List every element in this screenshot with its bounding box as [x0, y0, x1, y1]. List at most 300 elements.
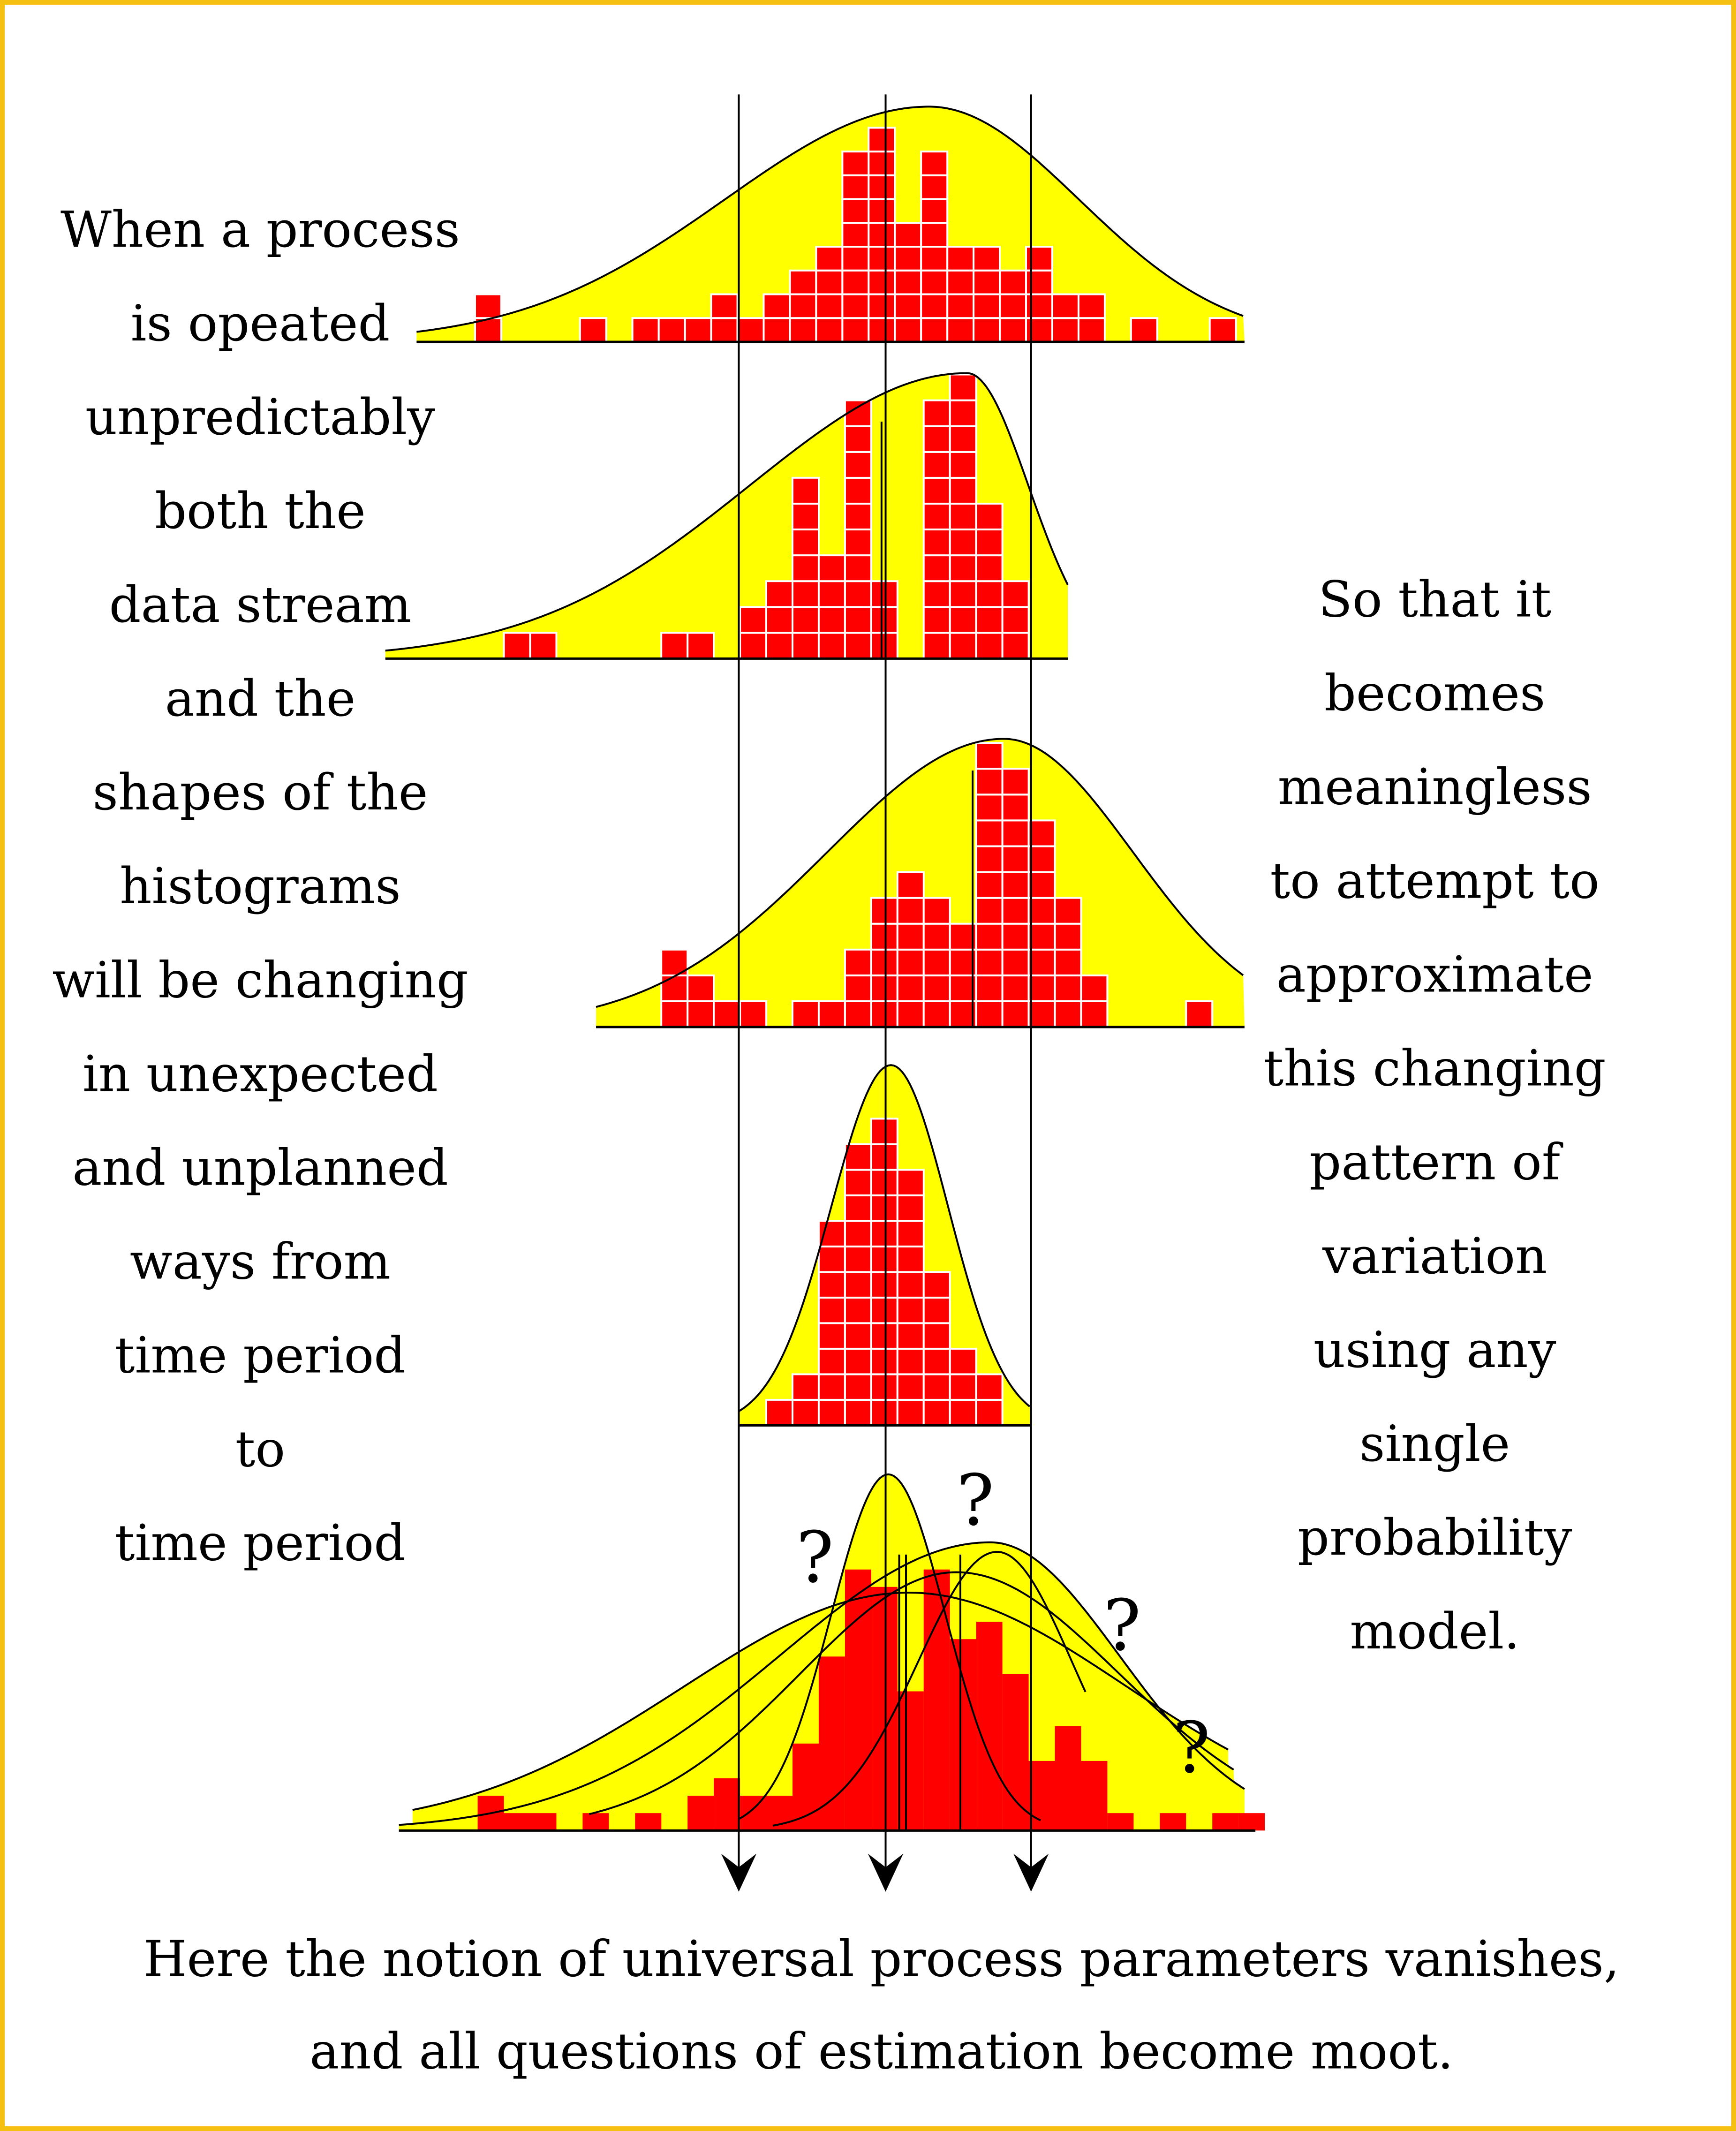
right-text-line: single	[1359, 1414, 1510, 1473]
bar-cell	[740, 633, 766, 658]
bar-cell	[921, 175, 947, 199]
bar-cell	[819, 1298, 845, 1323]
bar-cell	[842, 151, 868, 175]
bar-cell	[974, 318, 1000, 342]
bar-cell	[868, 318, 895, 342]
bar-cell	[530, 633, 557, 658]
bar-cell	[1003, 846, 1029, 872]
left-text-line: is opeated	[130, 295, 390, 352]
bar-cell	[842, 318, 868, 342]
bar-cell	[871, 581, 898, 607]
bar-cell	[687, 975, 714, 1001]
bar-cell	[921, 199, 947, 223]
bar-cell	[793, 1400, 819, 1426]
bar-cell	[868, 199, 895, 223]
bar-cell	[871, 898, 898, 924]
bar-cell	[871, 1170, 898, 1195]
bar-cell	[976, 504, 1003, 529]
bar-cell	[868, 175, 895, 199]
bar-cell	[793, 504, 819, 529]
bar	[635, 1813, 661, 1830]
bar-cell	[976, 581, 1003, 607]
bar-cell	[711, 318, 738, 342]
bar	[582, 1813, 609, 1830]
bar-cell	[1003, 872, 1029, 898]
bar-cell	[1055, 924, 1081, 950]
bar-cell	[976, 975, 1003, 1001]
bar-cell	[950, 504, 976, 529]
bar-cell	[895, 318, 921, 342]
bar-cell	[895, 223, 921, 247]
bar-cell	[766, 581, 793, 607]
left-text-line: ways from	[129, 1232, 391, 1291]
bar-cell	[845, 1170, 871, 1195]
bar-cell	[898, 975, 924, 1001]
bar-cell	[974, 295, 1000, 318]
bar	[1003, 1674, 1029, 1830]
bar-cell	[842, 199, 868, 223]
bar-cell	[1003, 950, 1029, 975]
right-text-line: becomes	[1324, 664, 1546, 722]
bar-cell	[845, 1323, 871, 1349]
bar-cell	[661, 975, 687, 1001]
left-text-line: both the	[155, 482, 366, 540]
bar-cell	[1029, 950, 1055, 975]
bar-cell	[924, 426, 950, 452]
bar-cell	[924, 633, 950, 658]
bar-cell	[845, 1195, 871, 1221]
left-text-line: and unplanned	[72, 1139, 448, 1197]
bar-cell	[842, 175, 868, 199]
bar	[1107, 1813, 1133, 1830]
bar-cell	[898, 950, 924, 975]
bar-cell	[1029, 924, 1055, 950]
bar-cell	[950, 452, 976, 478]
bar-cell	[924, 1298, 950, 1323]
bar-cell	[475, 295, 501, 318]
bar-cell	[976, 1400, 1003, 1426]
bar-cell	[950, 401, 976, 426]
bar-cell	[687, 1001, 714, 1027]
bar-cell	[871, 1374, 898, 1400]
bar-cell	[1000, 271, 1026, 295]
bar-cell	[845, 1400, 871, 1426]
bar-cell	[871, 950, 898, 975]
bar-cell	[924, 975, 950, 1001]
bar-cell	[898, 1349, 924, 1375]
bar-cell	[842, 247, 868, 271]
bar-cell	[924, 581, 950, 607]
bar-cell	[868, 271, 895, 295]
bar-cell	[871, 1118, 898, 1144]
bar-cell	[764, 295, 790, 318]
bar-cell	[868, 128, 895, 151]
bar-cell	[898, 898, 924, 924]
bar-cell	[816, 271, 842, 295]
bar-cell	[790, 271, 816, 295]
bar-cell	[766, 1400, 793, 1426]
question-mark: ?	[796, 1517, 834, 1599]
bar-cell	[819, 1247, 845, 1272]
bar-cell	[924, 898, 950, 924]
bar-cell	[871, 975, 898, 1001]
bar-cell	[1000, 295, 1026, 318]
bar	[793, 1744, 819, 1831]
bar-cell	[898, 1195, 924, 1221]
bar-cell	[845, 607, 871, 633]
bar-cell	[898, 1272, 924, 1298]
bar-cell	[819, 1001, 845, 1027]
bar-cell	[819, 555, 845, 581]
bar-cell	[976, 872, 1003, 898]
bar-cell	[921, 151, 947, 175]
bar-cell	[898, 1221, 924, 1247]
bar-cell	[924, 1374, 950, 1400]
bar-cell	[950, 529, 976, 555]
bar-cell	[924, 1349, 950, 1375]
bar	[898, 1692, 924, 1831]
bar-cell	[1210, 318, 1236, 342]
bar-cell	[1003, 581, 1029, 607]
left-text-line: to	[235, 1420, 286, 1478]
bar-cell	[1026, 318, 1052, 342]
bar-cell	[1029, 872, 1055, 898]
bar-cell	[685, 318, 711, 342]
right-text-line: pattern of	[1309, 1133, 1561, 1191]
question-mark: ?	[956, 1460, 995, 1542]
bar	[1238, 1813, 1265, 1830]
bar-cell	[738, 318, 764, 342]
bar-cell	[898, 924, 924, 950]
bar-cell	[871, 1001, 898, 1027]
bar-cell	[1026, 247, 1052, 271]
bar-cell	[974, 247, 1000, 271]
bar-cell	[924, 1400, 950, 1426]
bar-cell	[793, 555, 819, 581]
bar	[924, 1570, 950, 1831]
bar-cell	[976, 924, 1003, 950]
bar-cell	[924, 452, 950, 478]
bar-cell	[947, 295, 974, 318]
bar	[871, 1587, 898, 1831]
bar	[1212, 1813, 1238, 1830]
left-text-line: data stream	[109, 576, 412, 634]
bar-cell	[1003, 820, 1029, 846]
bar-cell	[790, 295, 816, 318]
bottom-text-line: Here the notion of universal process parameters vanishes,	[143, 1930, 1620, 1988]
bar-cell	[793, 1374, 819, 1400]
bar-cell	[764, 318, 790, 342]
bar-cell	[819, 1400, 845, 1426]
bar-cell	[714, 1001, 740, 1027]
left-text-line: and the	[165, 670, 356, 728]
bar-cell	[947, 318, 974, 342]
bar-cell	[950, 607, 976, 633]
bar-cell	[504, 633, 530, 658]
bar-cell	[950, 1349, 976, 1375]
bar-cell	[924, 478, 950, 504]
bar-cell	[1026, 271, 1052, 295]
bar-cell	[976, 820, 1003, 846]
bar-cell	[845, 633, 871, 658]
bar-cell	[816, 318, 842, 342]
left-text-line: When a process	[60, 201, 460, 258]
bar-cell	[871, 633, 898, 658]
bar-cell	[687, 633, 714, 658]
bar-cell	[1186, 1001, 1212, 1027]
bar-cell	[898, 1400, 924, 1426]
bar-cell	[1081, 975, 1107, 1001]
bar-cell	[819, 607, 845, 633]
bar-cell	[819, 581, 845, 607]
bar-cell	[871, 1400, 898, 1426]
bar-cell	[898, 1374, 924, 1400]
left-text-line: shapes of the	[92, 763, 428, 822]
bar-cell	[1000, 318, 1026, 342]
right-text-line: meaningless	[1277, 758, 1592, 816]
bar-cell	[1055, 898, 1081, 924]
bar-cell	[1055, 975, 1081, 1001]
bar-cell	[845, 504, 871, 529]
bar-cell	[661, 633, 687, 658]
bar-cell	[793, 1001, 819, 1027]
bar-cell	[819, 1374, 845, 1400]
left-text-line: unpredictably	[85, 388, 436, 446]
bar-cell	[895, 295, 921, 318]
bar-cell	[1003, 975, 1029, 1001]
bar-cell	[842, 223, 868, 247]
bar-cell	[633, 318, 659, 342]
bar-cell	[950, 1400, 976, 1426]
bar-cell	[924, 401, 950, 426]
bar-cell	[1003, 898, 1029, 924]
right-text-line: to attempt to	[1270, 852, 1600, 910]
bar-cell	[1003, 633, 1029, 658]
bar-cell	[947, 247, 974, 271]
bar-cell	[1029, 820, 1055, 846]
histogram-diagram	[5, 5, 1731, 2126]
bar-cell	[1029, 846, 1055, 872]
bar-cell	[895, 271, 921, 295]
bar-cell	[898, 1001, 924, 1027]
bar-cell	[819, 1221, 845, 1247]
bar-cell	[871, 1272, 898, 1298]
bar-cell	[895, 247, 921, 271]
bar-cell	[924, 1323, 950, 1349]
question-mark: ?	[1172, 1707, 1211, 1789]
bar-cell	[1026, 295, 1052, 318]
bar-cell	[950, 375, 976, 401]
bar-cell	[1055, 1001, 1081, 1027]
right-text-line: using any	[1313, 1321, 1556, 1379]
bar	[504, 1813, 530, 1830]
bar-cell	[871, 924, 898, 950]
bar	[530, 1813, 557, 1830]
bar-cell	[793, 633, 819, 658]
left-text-line: will be changing	[52, 951, 468, 1009]
bar	[1055, 1726, 1081, 1831]
bar-cell	[950, 426, 976, 452]
bar-cell	[868, 295, 895, 318]
bar-cell	[1003, 924, 1029, 950]
bar-cell	[661, 1001, 687, 1027]
bar-cell	[868, 223, 895, 247]
bar-cell	[1055, 950, 1081, 975]
bar-cell	[921, 318, 947, 342]
bar-cell	[924, 924, 950, 950]
bar-cell	[976, 794, 1003, 820]
bar-cell	[842, 271, 868, 295]
bar-cell	[976, 555, 1003, 581]
bar	[1029, 1761, 1055, 1830]
bar-cell	[816, 247, 842, 271]
bar-cell	[845, 1374, 871, 1400]
bar-cell	[921, 295, 947, 318]
bar-cell	[976, 607, 1003, 633]
bar-cell	[1029, 898, 1055, 924]
bar-cell	[950, 555, 976, 581]
right-text-line: model.	[1350, 1602, 1520, 1660]
right-text-line: variation	[1322, 1227, 1547, 1285]
bar-cell	[871, 1298, 898, 1323]
bar-cell	[950, 1374, 976, 1400]
bar-cell	[1003, 794, 1029, 820]
bar-cell	[845, 1001, 871, 1027]
bar-cell	[921, 247, 947, 271]
bar-cell	[976, 898, 1003, 924]
bar	[845, 1570, 871, 1831]
bar-cell	[1079, 318, 1105, 342]
bar-cell	[659, 318, 685, 342]
right-text-line: So that it	[1318, 570, 1552, 628]
bar-cell	[845, 950, 871, 975]
bar-cell	[924, 555, 950, 581]
bar-cell	[1029, 1001, 1055, 1027]
bar-cell	[845, 975, 871, 1001]
bar-cell	[871, 1349, 898, 1375]
left-text-line: histograms	[120, 857, 401, 915]
bar-cell	[793, 581, 819, 607]
bar-cell	[580, 318, 606, 342]
bar	[1081, 1761, 1107, 1830]
bar-cell	[976, 846, 1003, 872]
bar-cell	[868, 247, 895, 271]
bar-cell	[845, 555, 871, 581]
left-text-line: time period	[114, 1326, 406, 1384]
bar	[687, 1796, 714, 1830]
bar-cell	[1029, 975, 1055, 1001]
bar-cell	[790, 318, 816, 342]
right-text-line: approximate	[1276, 945, 1593, 1004]
bar	[976, 1622, 1003, 1830]
question-mark: ?	[1103, 1585, 1141, 1667]
bar-cell	[924, 607, 950, 633]
bar-cell	[819, 1349, 845, 1375]
bar-cell	[845, 1298, 871, 1323]
bar	[950, 1639, 976, 1830]
bar-cell	[740, 1001, 766, 1027]
bar-cell	[1081, 1001, 1107, 1027]
bar-cell	[924, 504, 950, 529]
bar-cell	[1079, 295, 1105, 318]
bar-cell	[845, 426, 871, 452]
bottom-text-line: and all questions of estimation become moot.	[309, 2022, 1454, 2080]
bar-cell	[819, 633, 845, 658]
bar	[1160, 1813, 1186, 1830]
bar-cell	[871, 1323, 898, 1349]
bar-cell	[898, 1323, 924, 1349]
bar-cell	[924, 1001, 950, 1027]
bar-cell	[845, 581, 871, 607]
bar-cell	[845, 1247, 871, 1272]
right-text-line: probability	[1297, 1508, 1572, 1566]
bar-cell	[1052, 295, 1079, 318]
right-text-line: this changing	[1263, 1039, 1606, 1097]
bar-cell	[845, 1272, 871, 1298]
bar-cell	[974, 271, 1000, 295]
bar-cell	[898, 1247, 924, 1272]
bar-cell	[793, 529, 819, 555]
bar-cell	[871, 1221, 898, 1247]
bar-cell	[793, 607, 819, 633]
bar-cell	[976, 950, 1003, 975]
bar-cell	[950, 633, 976, 658]
bar-cell	[868, 151, 895, 175]
bar-cell	[845, 478, 871, 504]
bar-cell	[740, 607, 766, 633]
bar-cell	[819, 1272, 845, 1298]
bar-cell	[1003, 769, 1029, 794]
bar-cell	[816, 295, 842, 318]
bar-cell	[976, 769, 1003, 794]
bar-cell	[842, 295, 868, 318]
bar-cell	[898, 1298, 924, 1323]
bar	[740, 1796, 766, 1830]
bar-cell	[766, 633, 793, 658]
bar	[819, 1656, 845, 1830]
bar-cell	[845, 1144, 871, 1170]
bar-cell	[976, 529, 1003, 555]
bar-cell	[947, 271, 974, 295]
bar-cell	[711, 295, 738, 318]
bar-cell	[871, 1247, 898, 1272]
bar-cell	[921, 271, 947, 295]
bar-cell	[845, 1349, 871, 1375]
bar-cell	[1052, 318, 1079, 342]
bar-cell	[976, 1374, 1003, 1400]
bar-cell	[871, 607, 898, 633]
bar	[714, 1778, 740, 1830]
bar-cell	[766, 607, 793, 633]
bar-cell	[845, 1221, 871, 1247]
bar-cell	[898, 1170, 924, 1195]
bar-cell	[976, 1001, 1003, 1027]
bar-cell	[845, 452, 871, 478]
bar-cell	[819, 1323, 845, 1349]
bar-cell	[1003, 1001, 1029, 1027]
bar-cell	[976, 633, 1003, 658]
bar-cell	[976, 743, 1003, 769]
bar-cell	[921, 223, 947, 247]
bar-cell	[1003, 607, 1029, 633]
bar-cell	[793, 478, 819, 504]
bar-cell	[924, 529, 950, 555]
bar-cell	[950, 478, 976, 504]
bar-cell	[871, 1195, 898, 1221]
left-text-line: time period	[114, 1514, 406, 1572]
bar-cell	[1131, 318, 1157, 342]
bar-cell	[950, 581, 976, 607]
